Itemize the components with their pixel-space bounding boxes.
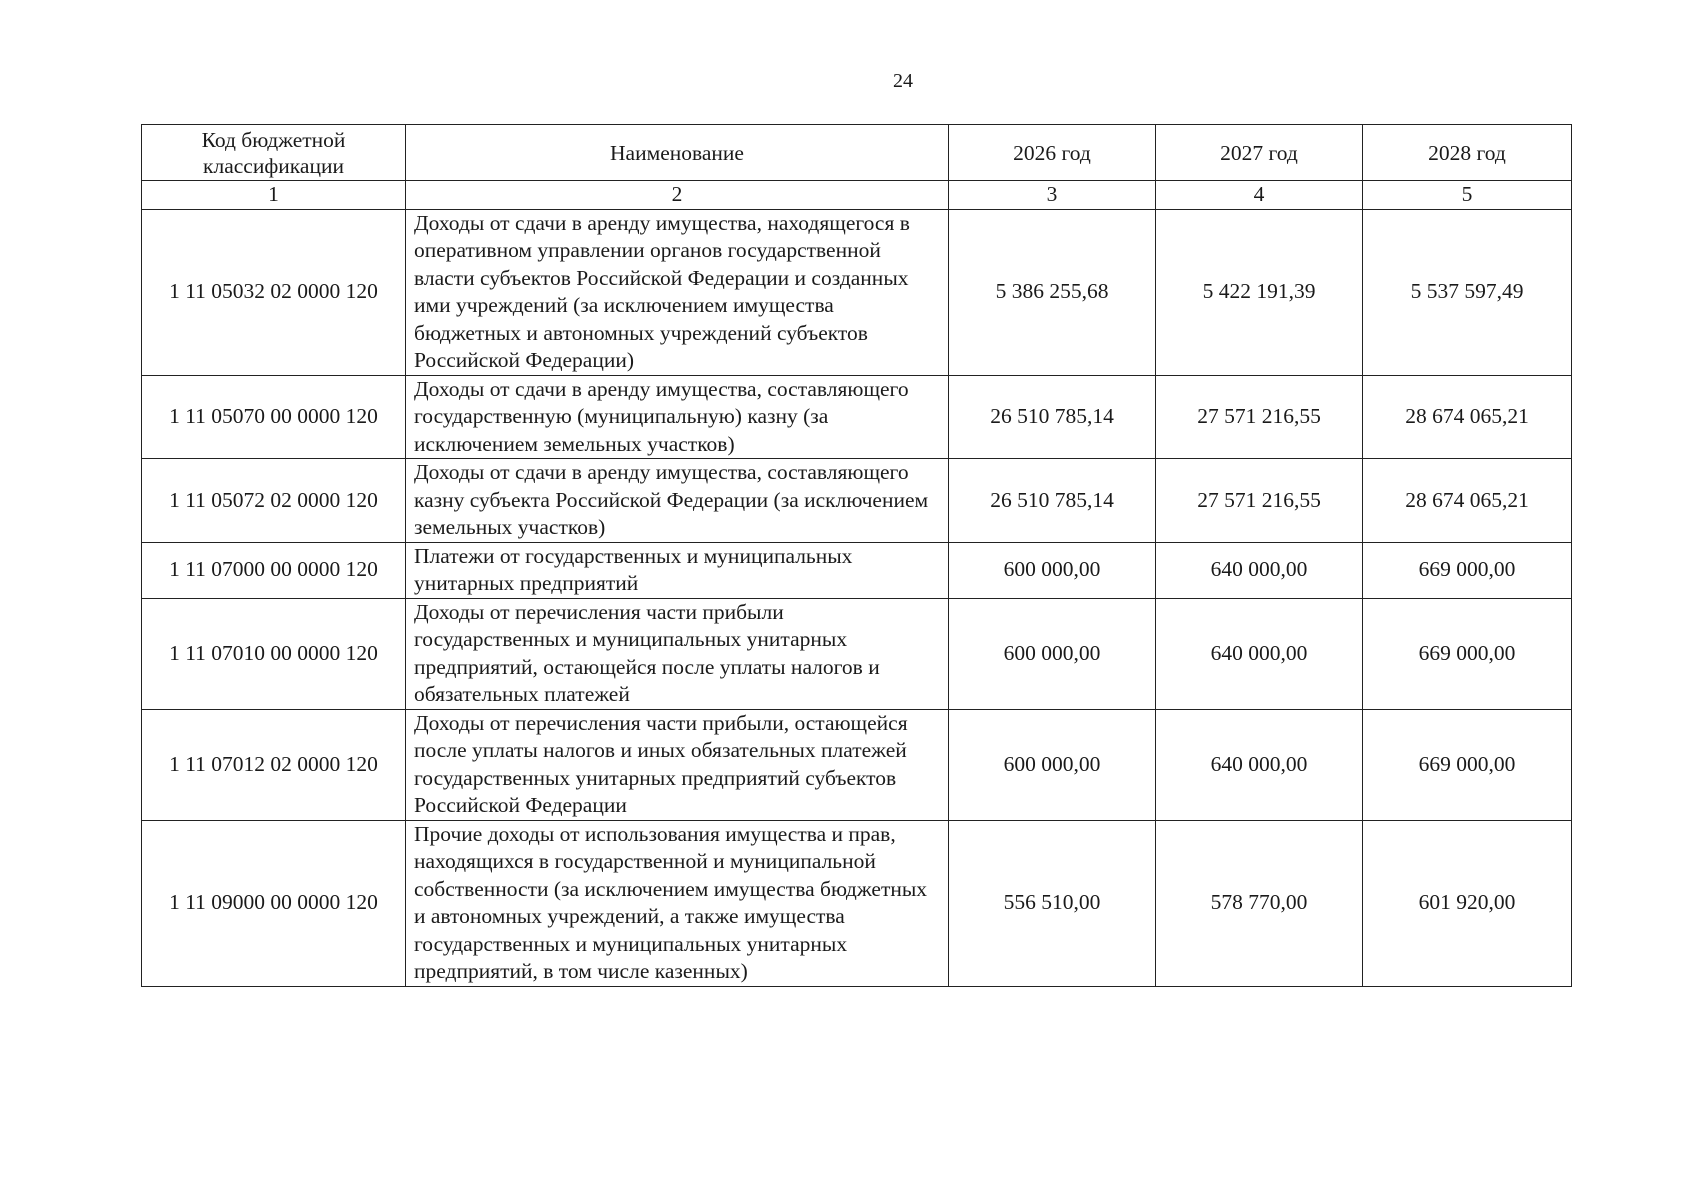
- value-2028: 5 537 597,49: [1363, 209, 1572, 375]
- value-2028: 28 674 065,21: [1363, 375, 1572, 459]
- value-2026: 26 510 785,14: [949, 375, 1156, 459]
- column-number: 4: [1156, 181, 1363, 210]
- table-row: [142, 459, 1572, 543]
- column-number: 1: [142, 181, 406, 210]
- table-row: [142, 709, 1572, 820]
- value-2026: 5 386 255,68: [949, 209, 1156, 375]
- income-name: Прочие доходы от использования имущества и прав, находящихся в государственной и муниципальной собственности (за исключением имущества бюджетных и автономных учреждений, а также имущества государственных и муниципальных унитарных предприятий, в том числе казенных): [406, 820, 949, 986]
- column-number-row: [142, 181, 1572, 210]
- income-name: Доходы от перечисления части прибыли государственных и муниципальных унитарных предприятий, остающейся после уплаты налогов и обязательных платежей: [406, 598, 949, 709]
- header-code: Код бюджетной классификации: [142, 125, 406, 181]
- value-2027: 5 422 191,39: [1156, 209, 1363, 375]
- value-2026: 556 510,00: [949, 820, 1156, 986]
- budget-code: 1 11 05072 02 0000 120: [142, 459, 406, 543]
- header-row: [142, 125, 1572, 181]
- value-2027: 27 571 216,55: [1156, 375, 1363, 459]
- value-2027: 640 000,00: [1156, 598, 1363, 709]
- budget-code: 1 11 09000 00 0000 120: [142, 820, 406, 986]
- header-2026: 2026 год: [949, 125, 1156, 181]
- table-row: [142, 598, 1572, 709]
- value-2028: 669 000,00: [1363, 542, 1572, 598]
- income-name: Доходы от сдачи в аренду имущества, находящегося в оперативном управлении органов государственной власти субъектов Российской Федерации и созданных ими учреждений (за исключением имущества бюджетных и автономных учреждений субъектов Российской Федерации): [406, 209, 949, 375]
- column-number: 2: [406, 181, 949, 210]
- value-2028: 669 000,00: [1363, 709, 1572, 820]
- value-2026: 26 510 785,14: [949, 459, 1156, 543]
- budget-code: 1 11 07012 02 0000 120: [142, 709, 406, 820]
- value-2027: 640 000,00: [1156, 542, 1363, 598]
- header-2027: 2027 год: [1156, 125, 1363, 181]
- value-2028: 28 674 065,21: [1363, 459, 1572, 543]
- value-2028: 601 920,00: [1363, 820, 1572, 986]
- income-name: Платежи от государственных и муниципальных унитарных предприятий: [406, 542, 949, 598]
- income-name: Доходы от сдачи в аренду имущества, составляющего казну субъекта Российской Федерации (за исключением земельных участков): [406, 459, 949, 543]
- income-name: Доходы от сдачи в аренду имущества, составляющего государственную (муниципальную) казну (за исключением земельных участков): [406, 375, 949, 459]
- table-row: [142, 375, 1572, 459]
- header-name: Наименование: [406, 125, 949, 181]
- budget-code: 1 11 07010 00 0000 120: [142, 598, 406, 709]
- value-2027: 640 000,00: [1156, 709, 1363, 820]
- value-2028: 669 000,00: [1363, 598, 1572, 709]
- value-2026: 600 000,00: [949, 598, 1156, 709]
- value-2027: 578 770,00: [1156, 820, 1363, 986]
- table-row: [142, 820, 1572, 986]
- budget-code: 1 11 07000 00 0000 120: [142, 542, 406, 598]
- page-number: 24: [893, 70, 913, 92]
- value-2026: 600 000,00: [949, 709, 1156, 820]
- table-row: [142, 209, 1572, 375]
- header-2028: 2028 год: [1363, 125, 1572, 181]
- budget-table: [141, 124, 1572, 987]
- table-row: [142, 542, 1572, 598]
- income-name: Доходы от перечисления части прибыли, остающейся после уплаты налогов и иных обязательных платежей государственных унитарных предприятий субъектов Российской Федерации: [406, 709, 949, 820]
- budget-code: 1 11 05070 00 0000 120: [142, 375, 406, 459]
- column-number: 3: [949, 181, 1156, 210]
- budget-code: 1 11 05032 02 0000 120: [142, 209, 406, 375]
- value-2027: 27 571 216,55: [1156, 459, 1363, 543]
- column-number: 5: [1363, 181, 1572, 210]
- value-2026: 600 000,00: [949, 542, 1156, 598]
